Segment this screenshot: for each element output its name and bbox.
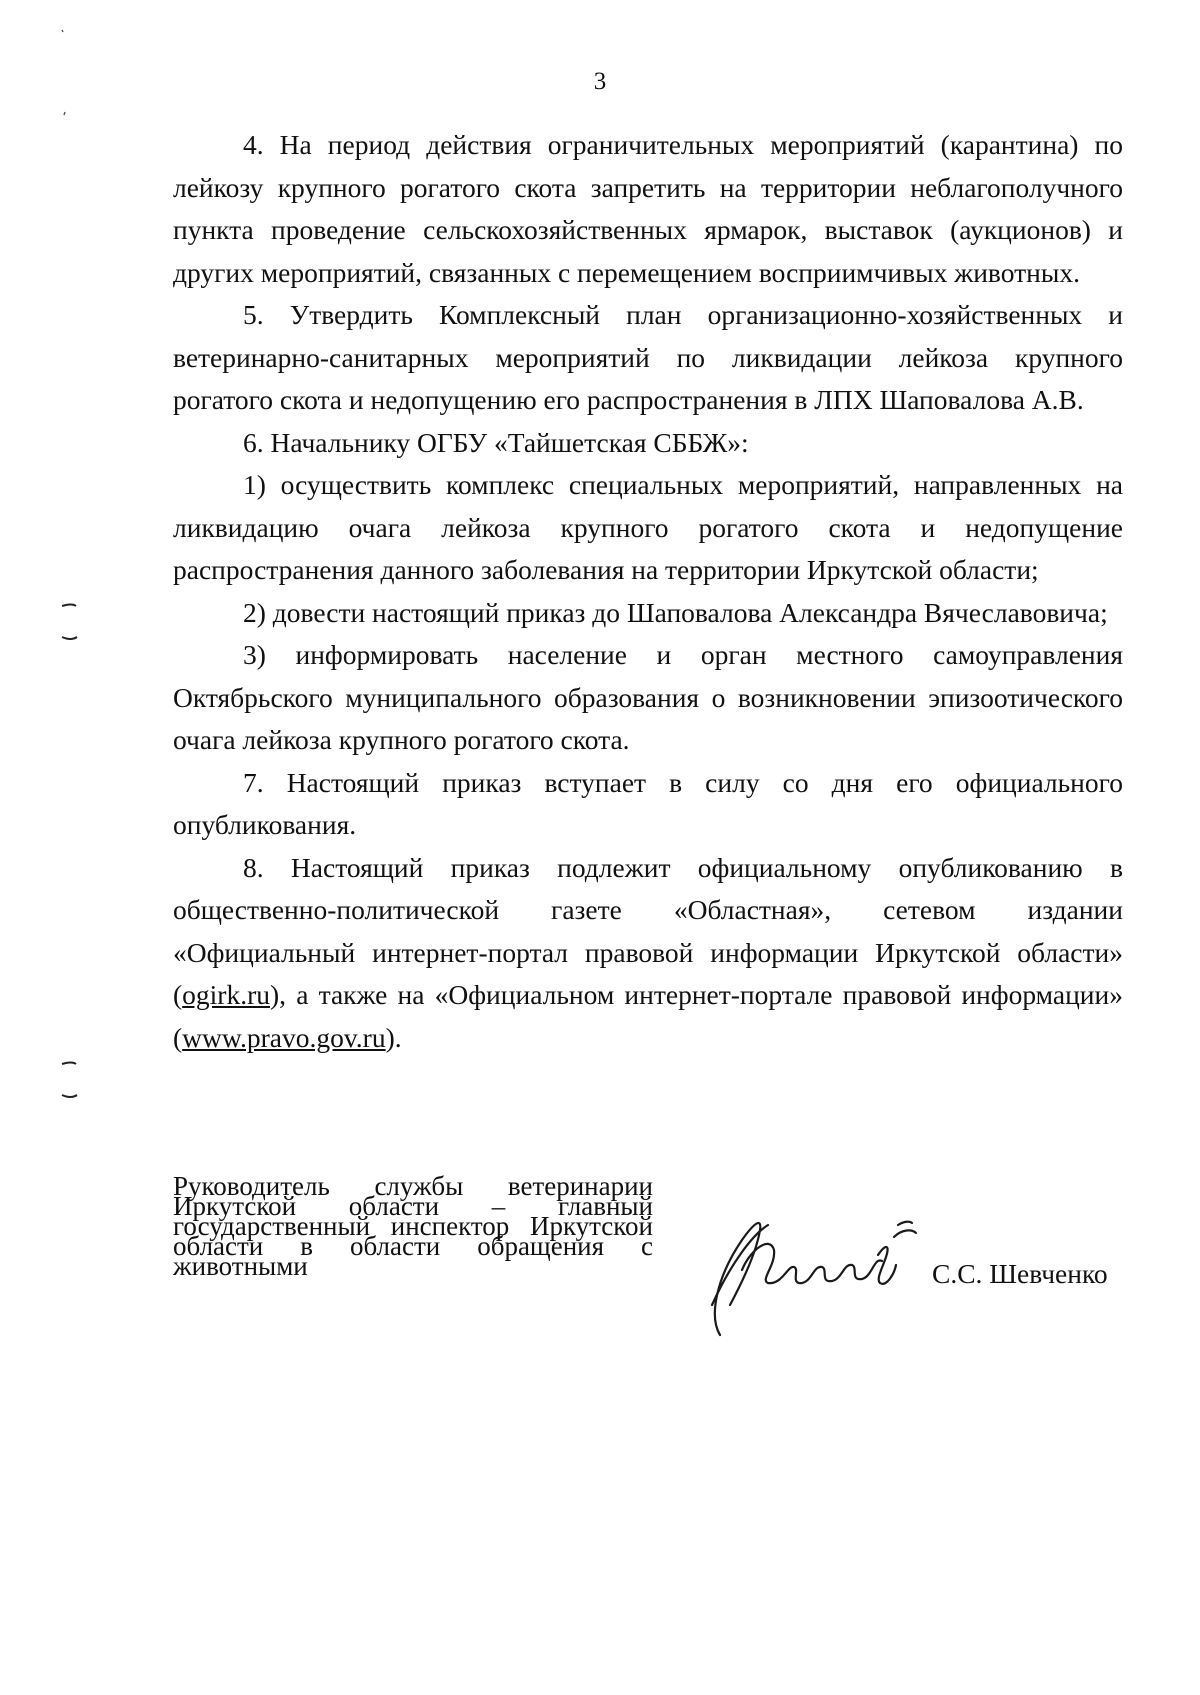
paragraph-8 bbox=[173, 847, 1123, 1060]
paragraph-6-item-2: 2) довести настоящий приказ до Шаповалова Александра Вячеславовича; bbox=[243, 596, 1108, 628]
paragraph-5: 5. Утвердить Комплексный план организационно-хозяйственных и ветеринарно-санитарных мероприятий по ликвидации лейкоза крупного рогатого скота и недопущению его распространения в ЛПХ Шаповалова А.В. bbox=[173, 299, 1123, 415]
document-body bbox=[173, 124, 1123, 1059]
paragraph-8-text-1: 8. Настоящий приказ подлежит официальному опубликованию в общественно-политической газете «Областная», сетевом издании «Официальный интернет-портал правовой информации Иркутской области» ( bbox=[173, 851, 1123, 1010]
paragraph-6-item-1: 1) осуществить комплекс специальных мероприятий, направленных на ликвидацию очага лейкоза крупного рогатого скота и недопущение распространения данного заболевания на территории Иркутской области; bbox=[173, 469, 1123, 585]
paragraph-8-text-3: ). bbox=[385, 1021, 402, 1053]
ogirk-link[interactable]: ogirk.ru bbox=[182, 979, 271, 1010]
paragraph-6-item-3: 3) информировать население и орган местного самоуправления Октябрьского муниципального образования о возникновении эпизоотического очага лейкоза крупного рогатого скота. bbox=[173, 639, 1123, 755]
paragraph-7: 7. Настоящий приказ вступает в силу со дня его официального опубликования. bbox=[173, 766, 1123, 840]
page-number: 3 bbox=[593, 68, 607, 95]
paragraph-8-text-2: ), а также на «Официальном интернет-портале правовой информации» ( bbox=[173, 979, 1123, 1053]
paragraph-4: 4. На период действия ограничительных мероприятий (карантина) по лейкозу крупного рогатого скота запретить на территории неблагополучного пункта проведение сельскохозяйственных ярмарок, выставок (аукционов) и других мероприятий, связанных с перемещением восприимчивых животных. bbox=[173, 129, 1123, 288]
margin-punch-marks bbox=[30, 0, 90, 1695]
handwritten-signature bbox=[690, 1195, 955, 1340]
signatory-name: С.С. Шевченко bbox=[932, 1258, 1108, 1289]
signatory-position: Руководитель службы ветеринарии Иркутской области – главный государственный инспектор Иркутской области в области обращения с животными bbox=[173, 1171, 653, 1281]
paragraph-6: 6. Начальнику ОГБУ «Тайшетская СББЖ»: bbox=[243, 426, 749, 458]
pravo-link[interactable]: www.pravo.gov.ru bbox=[182, 1021, 386, 1053]
